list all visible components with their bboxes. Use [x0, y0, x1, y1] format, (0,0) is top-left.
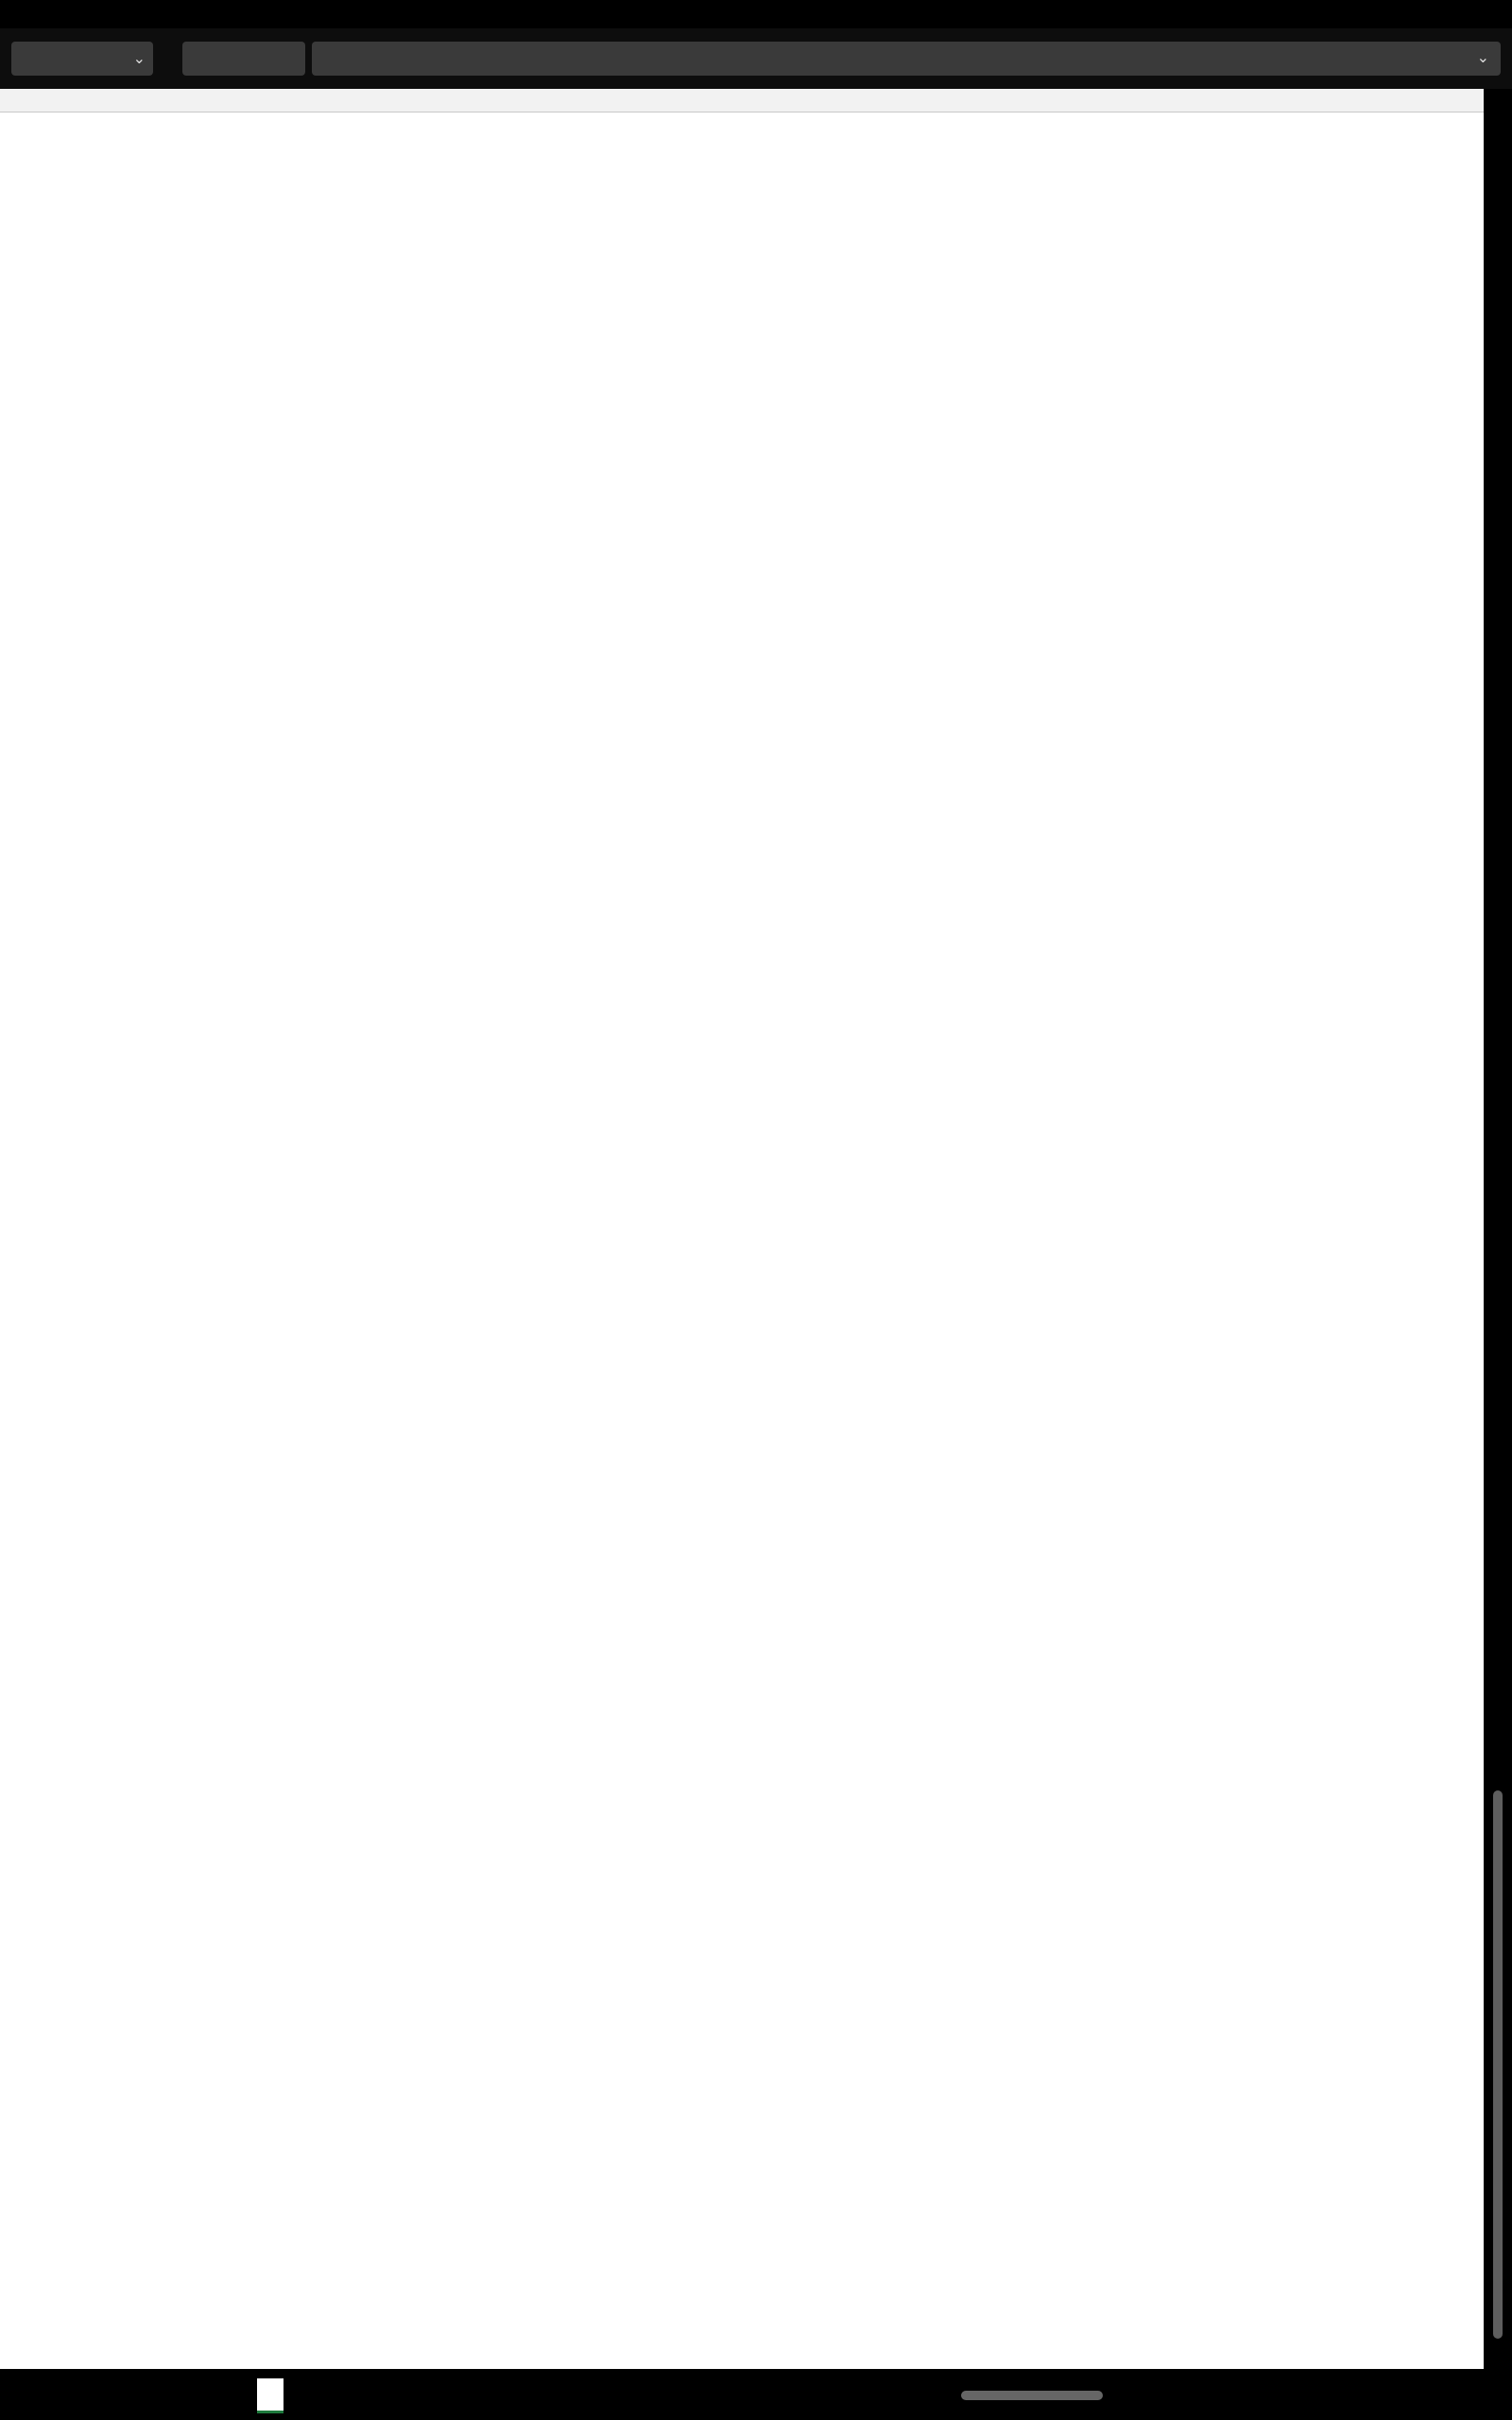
title-bar — [0, 0, 1512, 28]
vertical-scroll-thumb[interactable] — [1493, 1790, 1503, 2339]
horizontal-scroll-thumb[interactable] — [961, 2391, 1103, 2400]
horizontal-scrollbar[interactable] — [940, 2384, 1484, 2405]
expand-formula-bar-icon[interactable]: ⌄ — [1476, 48, 1489, 66]
chevron-down-icon[interactable]: ⌄ — [132, 49, 146, 67]
spreadsheet-grid[interactable] — [0, 89, 1512, 2369]
vertical-scrollbar[interactable] — [1484, 89, 1512, 2369]
formula-function-buttons — [182, 42, 305, 76]
formula-bar — [0, 28, 1512, 89]
name-box[interactable] — [11, 42, 153, 76]
formula-input[interactable] — [312, 42, 1501, 76]
column-headers — [0, 89, 1484, 112]
sheet-tab-bar — [0, 2369, 1512, 2420]
tab-sheet1[interactable] — [156, 2378, 182, 2411]
tab-event-quest-list[interactable] — [257, 2378, 284, 2413]
